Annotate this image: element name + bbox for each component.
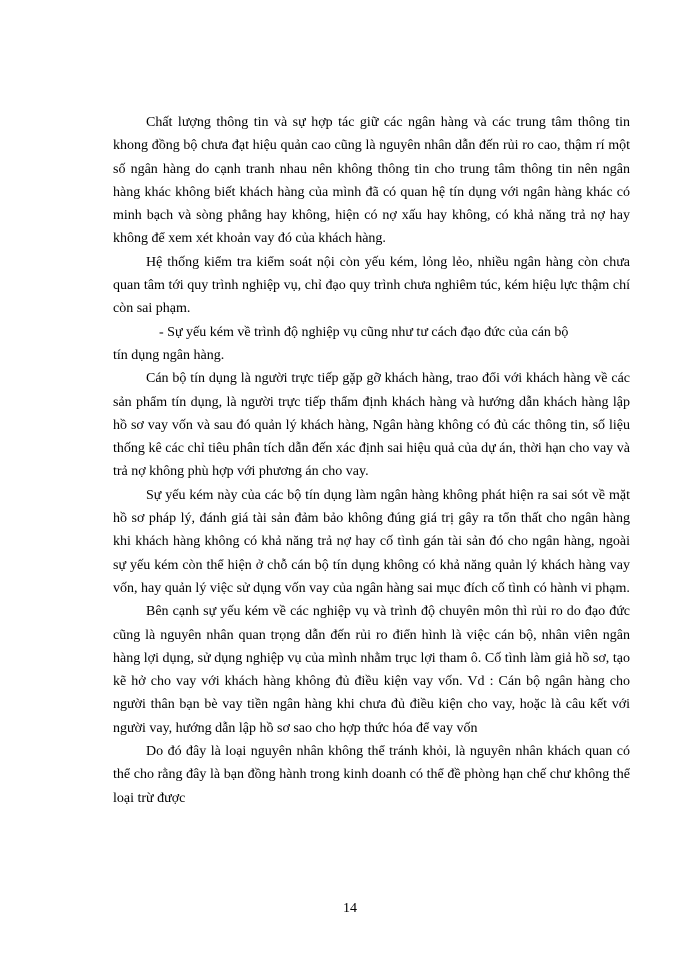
page-number: 14 bbox=[343, 901, 357, 916]
bullet-text-line1: Sự yếu kém về trình độ nghiệp vụ cũng như tư cách đạo đức của cán bộ bbox=[167, 324, 569, 340]
bullet-item-staff-weakness bbox=[113, 321, 630, 368]
bullet-marker: - bbox=[159, 324, 164, 340]
paragraph-ethics-risk: Bên cạnh sự yếu kém về các nghiệp vụ và trình độ chuyên môn thì rủi ro do đạo đức cũng là nguyên nhân quan trọng dẫn đến rủi ro điển hình là việc cán bộ, nhân viên ngân hàng lợi dụng, sử dụng nghiệp vụ của mình nhằm trục lợi tham ô. Cố tình làm giả hồ sơ, tạo kẽ hở cho vay với khách hàng không đủ điều kiện vay vốn. Vd : Cán bộ ngân hàng cho người thân bạn bè vay tiền ngân hàng khi chưa đủ điều kiện cho vay, hoặc là câu kết với người vay, hướng dẫn lập hồ sơ sao cho hợp thức hóa để vay vốn bbox=[113, 604, 630, 736]
paragraph-credit-officer-role: Cán bộ tín dụng là người trực tiếp gặp gỡ khách hàng, trao đổi với khách hàng về các sản phẩm tín dụng, là người trực tiếp thẩm định khách hàng và hướng dẫn khách hàng lập hồ sơ vay vốn và sau đó quản lý khách hàng, Ngân hàng không có đủ các thông tin, số liệu thống kê các chỉ tiêu phân tích dẫn đến xác định sai hiệu quả của dự án, thời hạn cho vay và trả nợ không phù hợp với phương án cho vay. bbox=[113, 371, 630, 480]
paragraph-internal-control: Hệ thống kiểm tra kiểm soát nội còn yếu kém, lỏng lẻo, nhiều ngân hàng còn chưa quan tâm tới quy trình nghiệp vụ, chỉ đạo quy trình chưa nghiêm túc, kém hiệu lực thậm chí còn sai phạm. bbox=[113, 254, 630, 317]
paragraph-information-quality: Chất lượng thông tin và sự hợp tác giữ các ngân hàng và các trung tâm thông tin khong đồng bộ chưa đạt hiệu quản cao cũng là nguyên nhân dẫn đến rủi ro cao, thậm rí một số ngân hàng do cạnh tranh nhau nên không thông tin cho trung tâm thông tin nên ngân hàng khác không biết khách hàng của mình đã có quan hệ tín dụng với ngân hàng khác có minh bạch và sòng phẳng hay không, hiện có nợ xấu hay không, có khả năng trả nợ hay không để xem xét khoản vay đó của khách hàng. bbox=[113, 115, 630, 247]
bullet-text-line2: tín dụng ngân hàng. bbox=[113, 347, 225, 363]
paragraph-officer-weakness: Sự yếu kém này của các bộ tín dụng làm ngân hàng không phát hiện ra sai sót về mặt hồ sơ pháp lý, đánh giá tài sản đảm bảo không đúng giá trị gây ra tổn thất cho ngân hàng khi khách hàng không có khả năng trả nợ hay cố tình gán tài sản đó cho ngân hàng, ngoài sự yếu kém còn thể hiện ở chỗ cán bộ tín dụng không có khả năng quản lý khách hàng vay vốn, hay quản lý việc sử dụng vốn vay của ngân hàng sai mục đích cố tình có hành vi phạm. bbox=[113, 487, 630, 596]
body-text bbox=[113, 111, 630, 810]
paragraph-conclusion: Do đó đây là loại nguyên nhân không thể tránh khỏi, là nguyên nhân khách quan có thể cho rằng đây là bạn đồng hành trong kinh doanh có thể đề phòng hạn chế chư không thể loại trừ được bbox=[113, 744, 630, 806]
